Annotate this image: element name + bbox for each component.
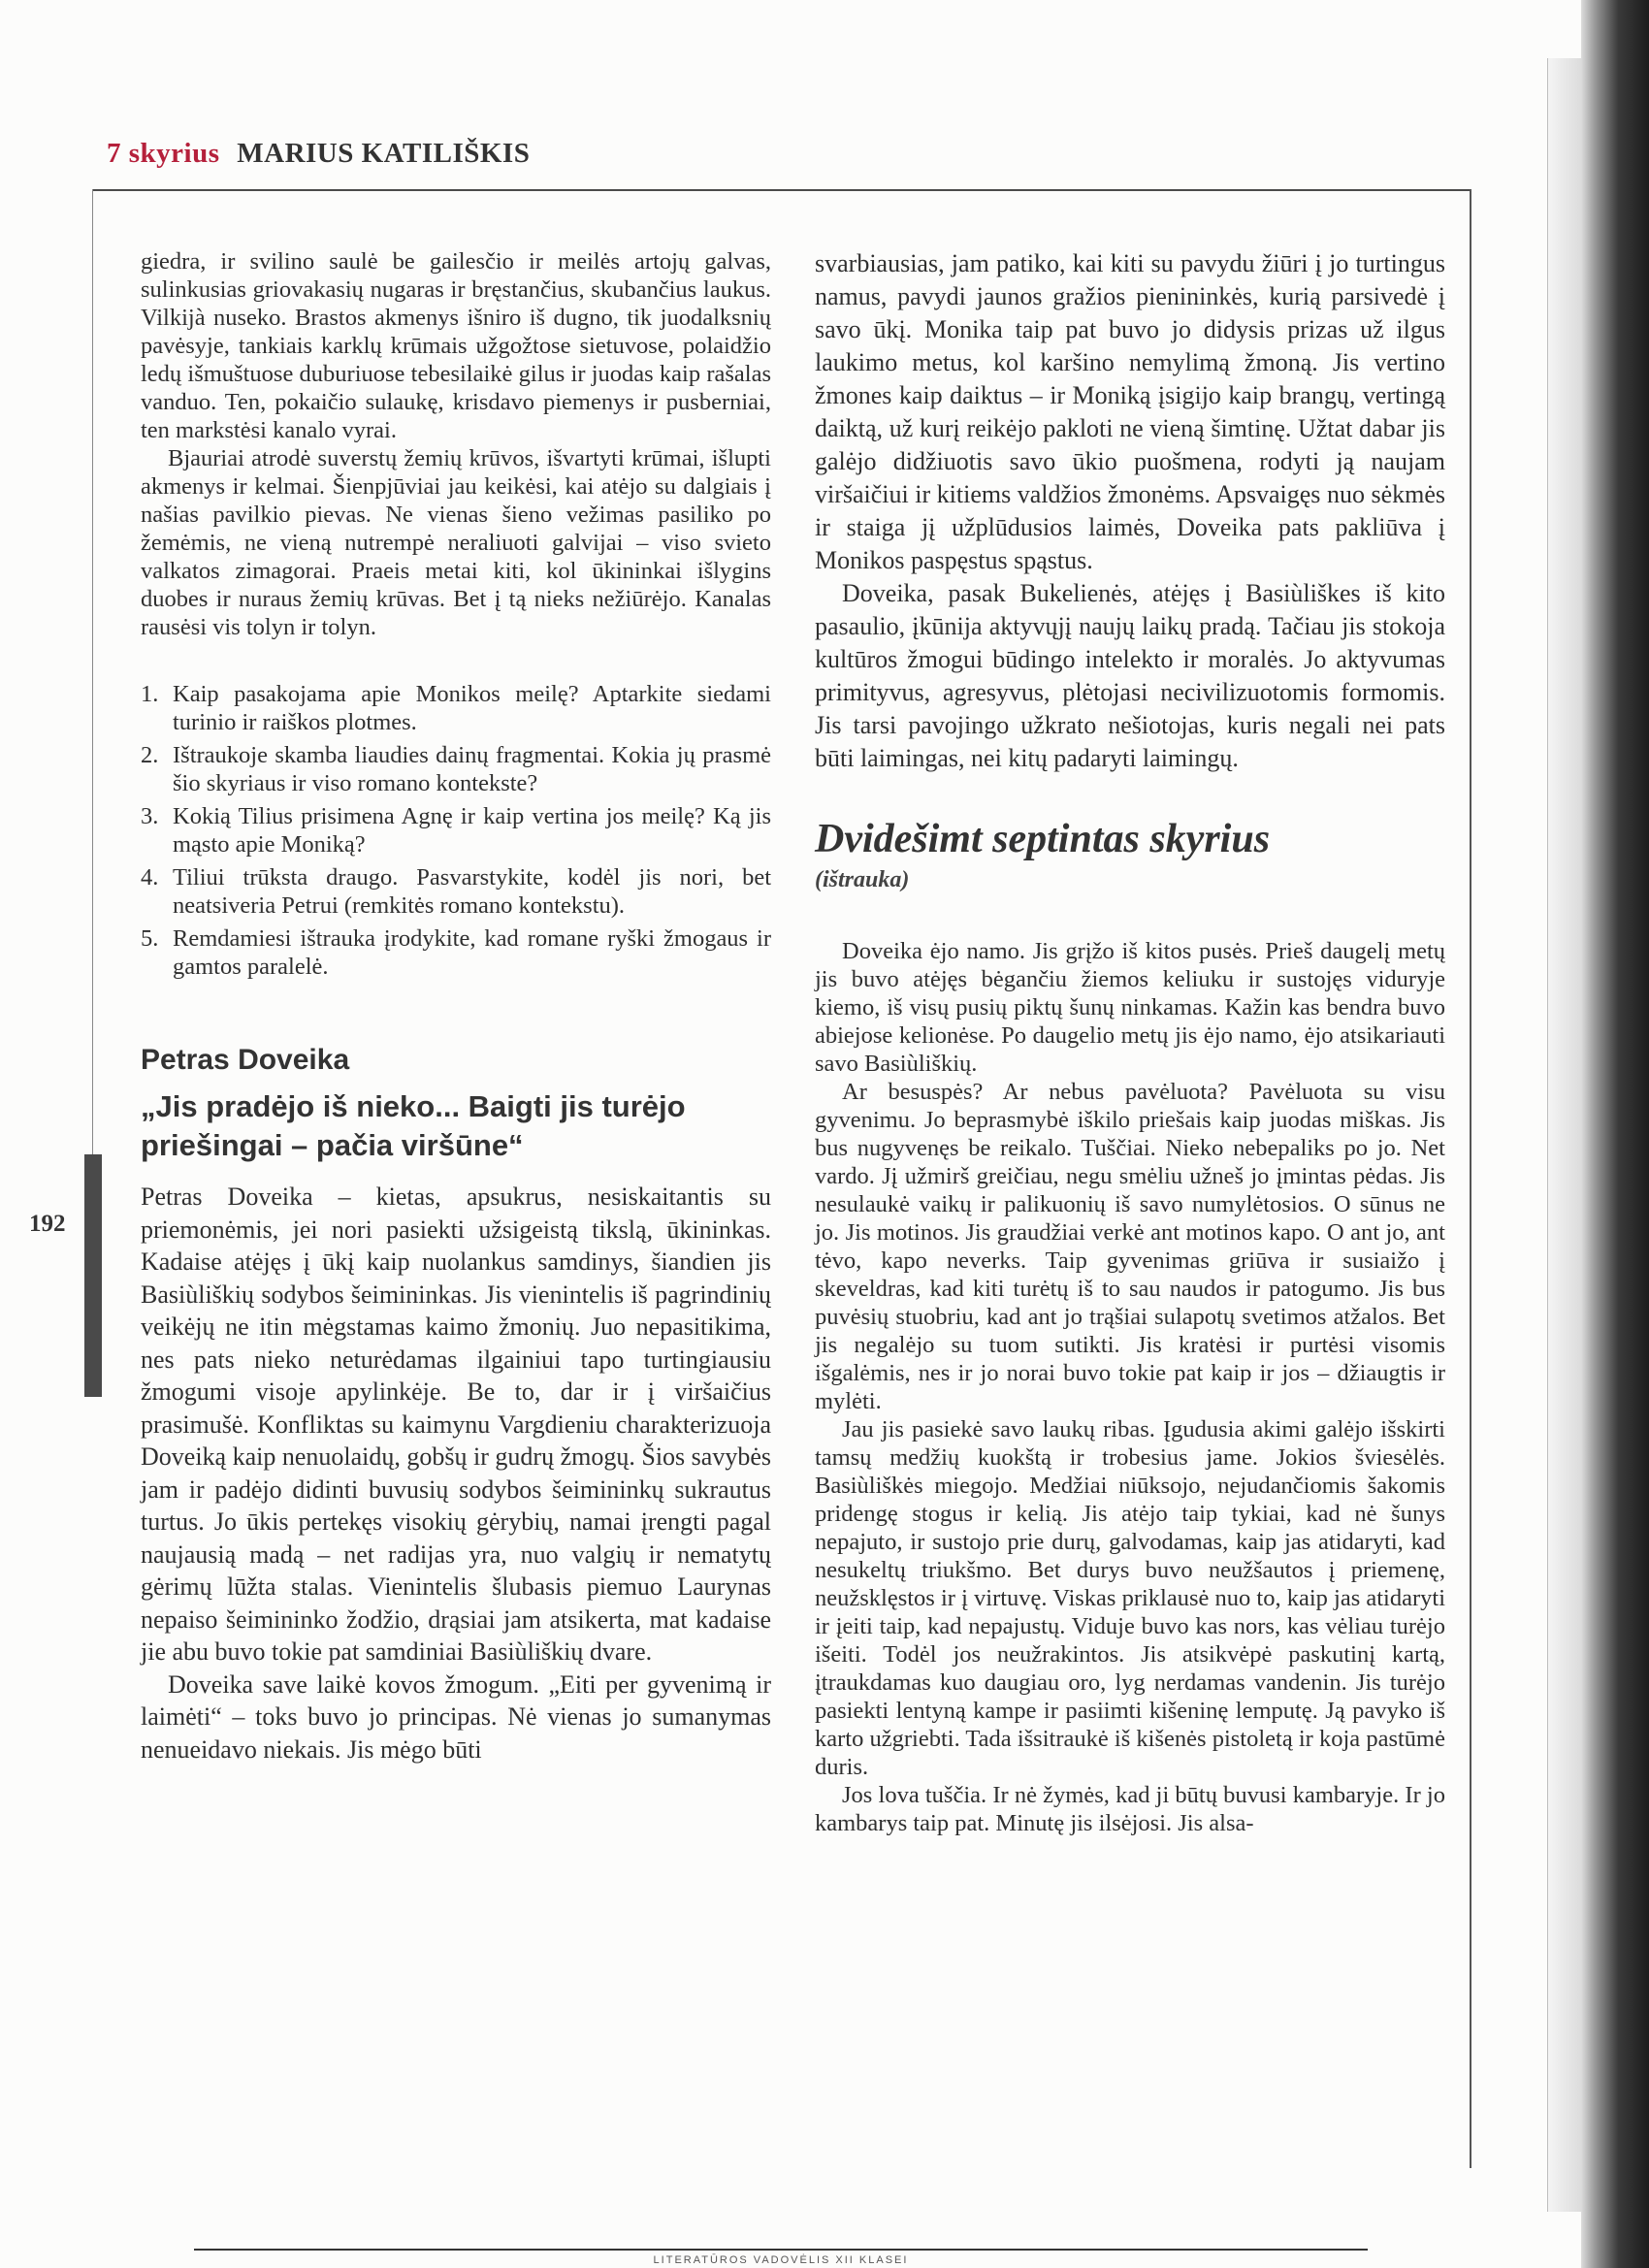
bio-paragraph: Petras Doveika – kietas, apsukrus, nesiskaitantis su priemonėmis, jei nori pasiekti užsigeistą tikslą, ūkininkas. Kadaise atėjęs į ūkį kaip nuolankus samdinys, šiandien jis Basiùliškių sodybos šeimininkas. Jis vienintelis iš pagrindinių veikėjų ne itin mėgstamas kaimo žmonių. Juo nepasitikima, nes pats nieko neturėdamas ilgainiui tapo turtingiausiu žmogumi visoje apylinkėje. Be to, dar ir į viršaičius prasimušė. Konfliktas su kaimynu Vargdieniu charakterizuoja Doveiką kaip nenuolaidų, gobšų ir gudrų žmogų. Šios savybės jam ir padėjo didinti buvusių sodybos šeimininkų sukrautus turtus. Jo ūkis pertekęs visokių gėrybių, namai įrengti pagal naujausią madą – net radijas yra, nuo valgių ir nematytų gėrimų lūžta stalas. Vienintelis šlubasis piemuo Laurynas nepaiso šeimininko žodžio, drąsiai jam atsikerta, mat kadaise jie abu buvo tokie pat samdiniai Basiùliškių dvare. xyxy=(141,1183,771,1666)
question-item xyxy=(141,741,771,797)
question-item xyxy=(141,863,771,920)
bio-paragraph: Doveika save laikė kovos žmogum. „Eiti per gyvenimą ir laimėti“ – toks buvo jo principas. Nė vienas jo sumanymas nenueidavo niekais. Jis mėgo būti xyxy=(141,1669,771,1764)
question-text: Kaip pasakojama apie Monikos meilę? Aptarkite siedami turinio ir raiškos plotmes. xyxy=(173,681,771,735)
excerpt-paragraph: giedra, ir svilino saulė be gailesčio ir meilės artojų galvas, sulinkusias griovakasių nugaras ir bręstančius, skubančius laukus. Vilkijà nuseko. Brastos akmenys išniro iš dugno, tik juodalksnių pavėsyje, tankiais karklų krūmais užgožtose sietuvose, polaidžio ledų išmuštuose duburiuose tebesilaikė gilus ir juodas kaip rašalas vanduo. Ten, pokaičio sulaukę, krisdavo piemenys ir pusberniai, ten markstėsi kanalo vyrai. xyxy=(141,248,771,443)
footer-book-title: LITERATŪROS VADOVĖLIS XII KLASEI xyxy=(653,2254,909,2266)
novel-excerpt-right xyxy=(815,937,1445,1837)
excerpt-paragraph: Jos lova tuščia. Ir nė žymės, kad ji būtų buvusi kambaryje. Ir jo kambarys taip pat. Minutę jis ilsėjosi. Jis alsa- xyxy=(815,1782,1445,1836)
excerpt-paragraph: Doveika ėjo namo. Jis grįžo iš kitos pusės. Prieš daugelį metų jis buvo atėjęs bėgančiu žiemos keliuku ir sustojęs viduryje kiemo, iš visų pusių piktų šunų ninkamas. Kažin kas bendra buvo abiejose kelionėse. Po daugelio metų jis ėjo namo, ėjo atsikariauti savo Basiùliškių. xyxy=(815,938,1445,1077)
question-text: Remdamiesi ištrauka įrodykite, kad romane ryški žmogaus ir gamtos paralelė. xyxy=(173,925,771,980)
question-number: 2. xyxy=(141,742,159,768)
question-item xyxy=(141,924,771,981)
chapter-subtitle: (ištrauka) xyxy=(815,867,910,892)
question-number: 4. xyxy=(141,864,159,891)
question-item xyxy=(141,802,771,859)
book-gutter-shadow xyxy=(1581,0,1649,2268)
chapter-title: Dvidešimt septintas skyrius xyxy=(815,817,1271,861)
question-item xyxy=(141,680,771,736)
question-text: Ištraukoje skamba liaudies dainų fragmentai. Kokia jų prasmė šio skyriaus ir viso romano kontekste? xyxy=(173,742,771,796)
excerpt-paragraph: Bjauriai atrodė suverstų žemių krūvos, išvartyti krūmai, išlupti akmenys ir kelmai. Šienpjūviai jau keikėsi, kai atėjo su dalgiais į našias pavilkio pievas. Ne vienas šieno vežimas pasiliko po žemėmis, ne vieną nutrempė neraliuoti galvijai – viso svieto valkatos zimagorai. Praeis metai kiti, kol ūkininkai išlygins duobes ir nuraus žemių krūvas. Bet į tą nieks nežiūrėjo. Kanalas rausėsi vis tolyn ir tolyn. xyxy=(141,445,771,640)
bio-paragraph: Doveika, pasak Bukelienės, atėjęs į Basiùliškes iš kito pasaulio, įkūnija aktyvųjį naujų laikų pradą. Tačiau jis stokoja kultūros žmogui būdingo intelekto ir moralės. Jo aktyvumas primityvus, agresyvus, plėtojasi necivilizuotomis formomis. Jis tarsi pavojingo užkrato nešiotojas, kuris negali nei pats būti laimingas, nei kitų padaryti laimingų. xyxy=(815,579,1445,772)
author-name: MARIUS KATILIŠKIS xyxy=(237,138,531,169)
excerpt-paragraph: Ar besuspės? Ar nebus pavėluota? Pavėluota su visu gyvenimu. Jo beprasmybė iškilo priešais kaip juodas miškas. Jis bus nugyvenęs be reikalo. Tuščiai. Nieko nebepaliks po jo. Net vardo. Jį užmirš greičiau, negu smėliu užneš jo įmintas pėdas. Jis nesulaukė vaikų ir palikuonių iš savo numylėtosios. O sūnus ne jo. Jis motinos. Jis graudžiai verkė ant motinos kapo. O ant jo, ant tėvo, kapo neverks. Taip gyvenimas griūva ir susiaižo į skeveldras, kad kiti turėtų iš to sau naudos ir patogumo. Jis bus puvėsių stuobriu, kad ant jo trąšiai sulapotų svetimos atžalos. Bet jis negalėjo su tuom sutikti. Jis kratėsi ir purtėsi visomis išgalėmis, nes ir jo norai buvo tokie pat kaip ir jos – džiaugtis ir mylėti. xyxy=(815,1079,1445,1414)
footer-rule xyxy=(194,2249,1368,2251)
character-description-left xyxy=(141,1181,771,1766)
frame-left-rule xyxy=(92,189,93,1159)
page-number: 192 xyxy=(29,1211,66,1237)
frame-top-rule xyxy=(92,189,1470,191)
question-text: Kokią Tilius prisimena Agnę ir kaip vertina jos meilę? Ką jis mąsto apie Moniką? xyxy=(173,803,771,858)
question-text: Tiliui trūksta draugo. Pasvarstykite, kodėl jis nori, bet neatsiveria Petrui (remkitės romano kontekstu). xyxy=(173,864,771,919)
novel-excerpt-top xyxy=(141,247,771,641)
right-column xyxy=(815,247,1445,1837)
left-column xyxy=(141,247,771,1766)
character-description-right xyxy=(815,247,1445,775)
question-number: 3. xyxy=(141,803,159,829)
page-number-marker xyxy=(84,1154,102,1397)
excerpt-paragraph: Jau jis pasiekė savo laukų ribas. Įgudusia akimi galėjo išskirti tamsų medžių kuokštą ir trobesius jame. Jokios šviesėlės. Basiùliškės miegojo. Medžiai niūksojo, nejudančiomis šakomis pridengę stogus ir kelią. Jis atėjo taip tykiai, kad nė šunys nepajuto, ir sustojo prie durų, galvodamas, kaip jas atidaryti, kad nesukeltų triukšmo. Bet durys buvo neužšautos į priemenę, neužsklęstos ir į virtuvę. Viskas priklausė nuo to, kaip jas atidaryti ir įeiti taip, kad nepajustų. Viduje buvo kas nors, kas vėliau turėjo išeiti. Todėl jos neužrakintos. Jis atsikvėpė paskutinį kartą, įtraukdamas kuo daugiau oro, lyg nerdamas vandenin. Jis turėjo pasiekti lentyną kampe ir pasiimti kišeninę lemputę. Ją pavyko iš karto užgriebti. Tada išsitraukė iš kišenės pistoletą ir koja pastūmė duris. xyxy=(815,1416,1445,1780)
frame-right-rule xyxy=(1470,189,1471,2168)
chapter-label: 7 skyrius xyxy=(107,138,220,169)
running-header xyxy=(107,138,530,170)
section-subheading: „Jis pradėjo iš nieko... Baigti jis turėjo priešingai – pačia viršūne“ xyxy=(141,1089,686,1162)
bio-paragraph: svarbiausias, jam patiko, kai kiti su pavydu žiūri į jo turtingus namus, pavydi jaunos gražios pienininkės, kurią parsivedė į savo ūkį. Monika taip pat buvo jo didysis prizas už ilgus laukimo metus, kol karšino nemylimą žmoną. Jis vertino žmones kaip daiktus – ir Moniką įsigijo kaip brangų, vertingą daiktą, už kurį reikėjo pakloti ne vieną šimtinę. Užtat dabar jis galėjo didžiuotis savo ūkio puošmena, rodyti ją naujam viršaičiui ir kitiems valdžios žmonėms. Apsvaigęs nuo sėkmės ir staiga jį užplūdusios laimės, Doveika pats pakliūva į Monikos paspęstus spąstus. xyxy=(815,249,1445,574)
section-heading: Petras Doveika xyxy=(141,1044,350,1076)
question-number: 5. xyxy=(141,925,159,952)
question-number: 1. xyxy=(141,681,159,707)
question-list xyxy=(141,680,771,981)
